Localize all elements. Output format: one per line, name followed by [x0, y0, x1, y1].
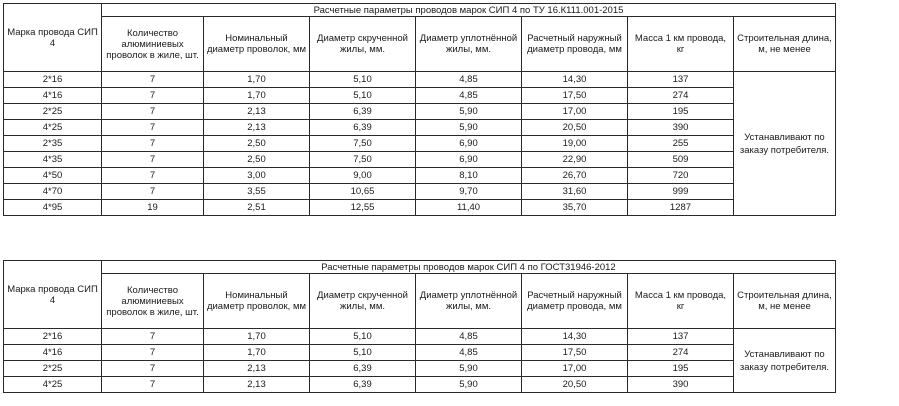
- cell-twisted-diameter: 6,39: [310, 104, 416, 120]
- header-twisted-diameter: Диаметр скрученной жилы, мм.: [310, 17, 416, 72]
- cell-qty: 19: [102, 200, 204, 216]
- cell-mark: 2*16: [4, 72, 102, 88]
- cell-qty: 7: [102, 152, 204, 168]
- cell-mass: 195: [628, 361, 734, 377]
- cell-wire-diameter: 2,50: [204, 136, 310, 152]
- cell-mark: 4*25: [4, 120, 102, 136]
- cell-compact-diameter: 4,85: [416, 329, 522, 345]
- cell-twisted-diameter: 7,50: [310, 152, 416, 168]
- cell-wire-diameter: 2,13: [204, 377, 310, 393]
- cell-qty: 7: [102, 104, 204, 120]
- cell-qty: 7: [102, 184, 204, 200]
- cell-compact-diameter: 6,90: [416, 152, 522, 168]
- cell-qty: 7: [102, 168, 204, 184]
- cell-wire-diameter: 1,70: [204, 345, 310, 361]
- table-row: [4, 345, 836, 361]
- cell-outer-diameter: 17,00: [522, 104, 628, 120]
- cell-twisted-diameter: 6,39: [310, 377, 416, 393]
- header-length: Строительная длина, м, не менее: [734, 17, 836, 72]
- cell-compact-diameter: 4,85: [416, 345, 522, 361]
- cell-mark: 4*35: [4, 152, 102, 168]
- cell-wire-diameter: 2,51: [204, 200, 310, 216]
- cell-wire-diameter: 2,13: [204, 361, 310, 377]
- cell-mass: 274: [628, 345, 734, 361]
- cell-mark: 2*35: [4, 136, 102, 152]
- cell-mass: 390: [628, 120, 734, 136]
- header-compact-diameter: Диаметр уплотнённой жилы, мм.: [416, 17, 522, 72]
- cell-outer-diameter: 17,00: [522, 361, 628, 377]
- length-note: Устанавливают по заказу потребителя.: [734, 72, 836, 216]
- cell-wire-diameter: 3,55: [204, 184, 310, 200]
- cell-twisted-diameter: 5,10: [310, 345, 416, 361]
- cell-wire-diameter: 2,13: [204, 120, 310, 136]
- cell-wire-diameter: 2,13: [204, 104, 310, 120]
- header-twisted-diameter: Диаметр скрученной жилы, мм.: [310, 274, 416, 329]
- header-qty: Количество алюминиевых проволок в жиле, шт.: [102, 274, 204, 329]
- header-outer-diameter: Расчетный наружный диаметр провода, мм: [522, 274, 628, 329]
- cell-mass: 720: [628, 168, 734, 184]
- cell-outer-diameter: 19,00: [522, 136, 628, 152]
- cell-qty: 7: [102, 345, 204, 361]
- cell-mass: 195: [628, 104, 734, 120]
- cell-wire-diameter: 1,70: [204, 88, 310, 104]
- cell-wire-diameter: 3,00: [204, 168, 310, 184]
- header-compact-diameter: Диаметр уплотнённой жилы, мм.: [416, 274, 522, 329]
- cell-mark: 2*16: [4, 329, 102, 345]
- header-mark: Марка провода СИП 4: [4, 4, 102, 72]
- cell-mass: 255: [628, 136, 734, 152]
- table-row: [4, 184, 836, 200]
- table-row: [4, 200, 836, 216]
- cell-mark: 4*16: [4, 345, 102, 361]
- table-row: [4, 88, 836, 104]
- cell-twisted-diameter: 7,50: [310, 136, 416, 152]
- table-row: [4, 377, 836, 393]
- header-wire-diameter: Номинальный диаметр проволок, мм: [204, 274, 310, 329]
- cell-twisted-diameter: 6,39: [310, 361, 416, 377]
- cell-mark: 4*16: [4, 88, 102, 104]
- length-note: Устанавливают по заказу потребителя.: [734, 329, 836, 393]
- cell-mark: 4*50: [4, 168, 102, 184]
- table-row: [4, 120, 836, 136]
- cell-compact-diameter: 6,90: [416, 136, 522, 152]
- table-row: [4, 329, 836, 345]
- cell-mass: 1287: [628, 200, 734, 216]
- cell-twisted-diameter: 5,10: [310, 88, 416, 104]
- table-row: [4, 152, 836, 168]
- cell-outer-diameter: 20,50: [522, 377, 628, 393]
- table-title: Расчетные параметры проводов марок СИП 4 по ГОСТ31946-2012: [102, 261, 836, 274]
- cell-qty: 7: [102, 329, 204, 345]
- cell-outer-diameter: 14,30: [522, 329, 628, 345]
- cell-compact-diameter: 4,85: [416, 88, 522, 104]
- cell-mass: 999: [628, 184, 734, 200]
- header-wire-diameter: Номинальный диаметр проволок, мм: [204, 17, 310, 72]
- cell-twisted-diameter: 10,65: [310, 184, 416, 200]
- table-row: [4, 136, 836, 152]
- table-row: [4, 361, 836, 377]
- cell-mark: 2*25: [4, 104, 102, 120]
- cell-twisted-diameter: 12,55: [310, 200, 416, 216]
- cell-outer-diameter: 20,50: [522, 120, 628, 136]
- cell-mark: 2*25: [4, 361, 102, 377]
- cell-qty: 7: [102, 72, 204, 88]
- header-mark: Марка провода СИП 4: [4, 261, 102, 329]
- cell-compact-diameter: 4,85: [416, 72, 522, 88]
- cell-twisted-diameter: 9,00: [310, 168, 416, 184]
- cell-qty: 7: [102, 361, 204, 377]
- cell-outer-diameter: 17,50: [522, 345, 628, 361]
- cell-twisted-diameter: 5,10: [310, 72, 416, 88]
- header-mass: Масса 1 км провода, кг: [628, 17, 734, 72]
- cell-qty: 7: [102, 88, 204, 104]
- header-qty: Количество алюминиевых проволок в жиле, шт.: [102, 17, 204, 72]
- cell-qty: 7: [102, 377, 204, 393]
- table-row: [4, 104, 836, 120]
- cell-outer-diameter: 14,30: [522, 72, 628, 88]
- params-table-gost: [3, 260, 836, 393]
- cell-mass: 137: [628, 72, 734, 88]
- cell-compact-diameter: 11,40: [416, 200, 522, 216]
- cell-mass: 137: [628, 329, 734, 345]
- cell-mark: 4*70: [4, 184, 102, 200]
- cell-mass: 274: [628, 88, 734, 104]
- cell-outer-diameter: 26,70: [522, 168, 628, 184]
- cell-qty: 7: [102, 136, 204, 152]
- cell-outer-diameter: 35,70: [522, 200, 628, 216]
- cell-mark: 4*25: [4, 377, 102, 393]
- cell-compact-diameter: 5,90: [416, 104, 522, 120]
- cell-wire-diameter: 2,50: [204, 152, 310, 168]
- cell-outer-diameter: 31,60: [522, 184, 628, 200]
- cell-mark: 4*95: [4, 200, 102, 216]
- table-row: [4, 168, 836, 184]
- header-mass: Масса 1 км провода, кг: [628, 274, 734, 329]
- cell-twisted-diameter: 5,10: [310, 329, 416, 345]
- cell-twisted-diameter: 6,39: [310, 120, 416, 136]
- cell-mass: 390: [628, 377, 734, 393]
- cell-qty: 7: [102, 120, 204, 136]
- header-outer-diameter: Расчетный наружный диаметр провода, мм: [522, 17, 628, 72]
- cell-compact-diameter: 5,90: [416, 120, 522, 136]
- table-title: Расчетные параметры проводов марок СИП 4 по ТУ 16.К111.001-2015: [102, 4, 836, 17]
- header-length: Строительная длина, м, не менее: [734, 274, 836, 329]
- params-table-tu: [3, 3, 836, 216]
- table-row: [4, 72, 836, 88]
- cell-wire-diameter: 1,70: [204, 329, 310, 345]
- cell-outer-diameter: 17,50: [522, 88, 628, 104]
- cell-mass: 509: [628, 152, 734, 168]
- cell-compact-diameter: 5,90: [416, 377, 522, 393]
- cell-compact-diameter: 8,10: [416, 168, 522, 184]
- cell-compact-diameter: 5,90: [416, 361, 522, 377]
- cell-wire-diameter: 1,70: [204, 72, 310, 88]
- cell-compact-diameter: 9,70: [416, 184, 522, 200]
- cell-outer-diameter: 22,90: [522, 152, 628, 168]
